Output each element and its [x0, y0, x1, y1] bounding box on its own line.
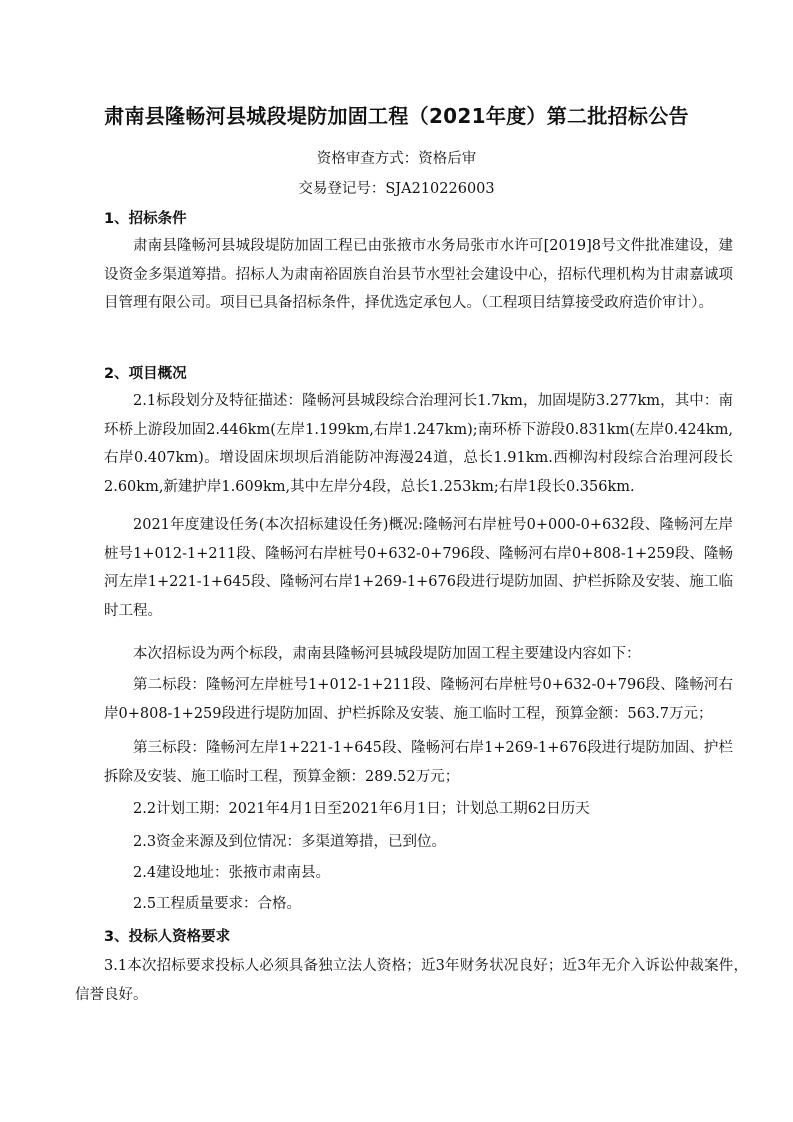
paragraph-two-lots: 本次招标设为两个标段，肃南县隆畅河县城段堤防加固工程主要建设内容如下： [133, 646, 641, 662]
paragraph-section-division: 2.1标段划分及特征描述：隆畅河县城段综合治理河长1.7km，加固堤防3.277km，其中：南环桥上游段加固2.446km(左岸1.199km,右岸1.247km);南环桥下游段0.831km(左岸0.424km,右岸0.407km)。增设固床坝坝后消能防冲海漫24道，总长1.91km.西柳沟村段综合治理河段长2.60km,新建护岸1.609km,其中左岸分4段，总长1.253km;右岸1段长0.356km. [104, 393, 733, 495]
paragraph-qualification-requirements: 3.1本次招标要求投标人必须具备独立法人资格；近3年财务状况良好；近3年无介入诉讼仲裁案件，信誉良好。 [75, 958, 748, 1003]
review-method: 资格审查方式：资格后审 [316, 151, 477, 167]
section-heading-bidder-qualifications: 3、投标人资格要求 [104, 929, 231, 945]
paragraph-lot-three: 第三标段：隆畅河左岸1+221-1+645段、隆畅河右岸1+269-1+676段进行堤防加固、护栏拆除及安装、施工临时工程，预算金额：289.52万元； [104, 740, 733, 785]
trade-registration-number: 交易登记号：SJA210226003 [298, 181, 495, 197]
paragraph-lot-two: 第二标段：隆畅河左岸桩号1+012-1+211段、隆畅河右岸桩号0+632-0+796段、隆畅河右岸0+808-1+259段进行堤防加固、护栏拆除及安装、施工临时工程，预算金额：563.7万元； [104, 677, 733, 722]
section-heading-project-overview: 2、项目概况 [104, 366, 187, 382]
paragraph-quality: 2.5工程质量要求：合格。 [133, 896, 302, 912]
paragraph-2021-tasks: 2021年度建设任务(本次招标建设任务)概况:隆畅河右岸桩号0+000-0+632段、隆畅河左岸桩号1+012-1+211段、隆畅河右岸桩号0+632-0+796段、隆畅河右岸0+808-1+259段、隆畅河左岸1+221-1+645段、隆畅河右岸1+269-1+676段进行堤防加固、护栏拆除及安装、施工临时工程。 [104, 517, 733, 619]
section-heading-bidding-conditions: 1、招标条件 [104, 211, 187, 227]
paragraph-funding: 2.3资金来源及到位情况：多渠道筹措，已到位。 [133, 834, 447, 850]
paragraph-location: 2.4建设地址：张掖市肃南县。 [133, 865, 331, 881]
paragraph-schedule: 2.2计划工期：2021年4月1日至2021年6月1日；计划总工期62日历天 [133, 801, 590, 817]
paragraph-bidding-conditions: 肃南县隆畅河县城段堤防加固工程已由张掖市水务局张市水许可[2019]8号文件批准建设，建设资金多渠道筹措。招标人为肃南裕固族自治县节水型社会建设中心，招标代理机构为甘肃嘉诚项目管理有限公司。项目已具备招标条件，择优选定承包人。（工程项目结算接受政府造价审计）。 [104, 238, 733, 312]
document-title: 肃南县隆畅河县城段堤防加固工程（2021年度）第二批招标公告 [104, 104, 689, 128]
